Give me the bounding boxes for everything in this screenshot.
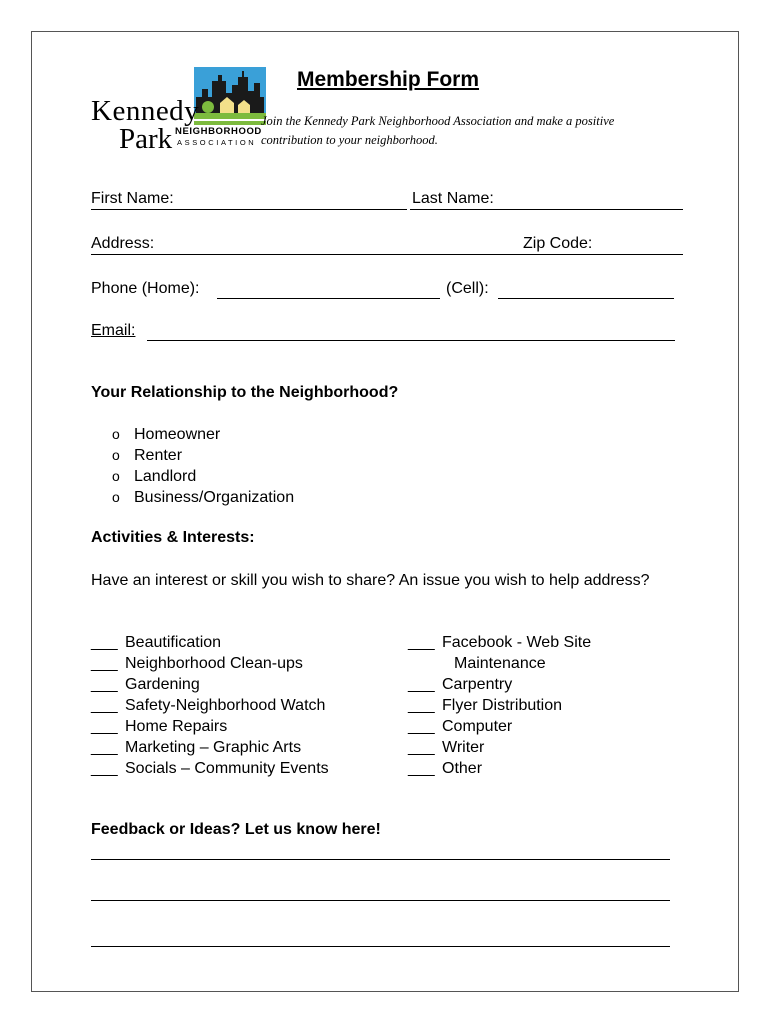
activity-item-continued: Maintenance bbox=[454, 655, 546, 672]
activity-item[interactable]: ___ Home Repairs bbox=[91, 718, 228, 735]
radio-circle-icon: o bbox=[112, 468, 120, 484]
activity-item[interactable]: ___ Writer bbox=[408, 739, 485, 756]
activity-item[interactable]: ___ Safety-Neighborhood Watch bbox=[91, 697, 326, 714]
membership-form-page bbox=[31, 31, 739, 992]
activity-item[interactable]: ___ Socials – Community Events bbox=[91, 760, 329, 777]
radio-circle-icon: o bbox=[112, 426, 120, 442]
intro-text: Join the Kennedy Park Neighborhood Association and make a positive contribution to your neighborhood. bbox=[261, 114, 615, 147]
activities-left-list bbox=[91, 632, 329, 779]
feedback-line-1[interactable] bbox=[91, 859, 670, 860]
form-title: Membership Form bbox=[297, 68, 480, 91]
zip-code-field[interactable] bbox=[520, 254, 683, 255]
phone-home-field[interactable] bbox=[217, 298, 440, 299]
logo-text-neighborhood: NEIGHBORHOOD bbox=[175, 126, 262, 137]
activities-heading: Activities & Interests: bbox=[91, 529, 255, 546]
activity-item[interactable]: ___ Facebook - Web Site bbox=[408, 634, 592, 651]
activity-item[interactable]: ___ Beautification bbox=[91, 634, 222, 651]
activity-item[interactable]: ___ Flyer Distribution bbox=[408, 697, 563, 714]
email-field[interactable] bbox=[147, 340, 675, 341]
first-name-label: First Name: bbox=[91, 190, 174, 207]
phone-cell-label: (Cell): bbox=[446, 280, 489, 297]
radio-circle-icon: o bbox=[112, 447, 120, 463]
relationship-heading: Your Relationship to the Neighborhood? bbox=[91, 384, 399, 401]
logo-text-park: Park bbox=[119, 123, 173, 155]
radio-circle-icon: o bbox=[112, 489, 120, 505]
activity-item[interactable]: ___ Other bbox=[408, 760, 483, 777]
activities-prompt: Have an interest or skill you wish to share? An issue you wish to help address? bbox=[91, 572, 650, 589]
option-renter[interactable]: o Renter bbox=[112, 447, 183, 464]
address-field[interactable] bbox=[91, 254, 526, 255]
first-name-field[interactable] bbox=[91, 209, 407, 210]
activity-item[interactable]: ___ Gardening bbox=[91, 676, 200, 693]
activity-item[interactable]: ___ Computer bbox=[408, 718, 513, 735]
option-business[interactable]: o Business/Organization bbox=[112, 489, 295, 506]
last-name-field[interactable] bbox=[410, 209, 683, 210]
skyline-logo-graphic bbox=[194, 67, 266, 125]
activity-item[interactable]: ___ Marketing – Graphic Arts bbox=[91, 739, 302, 756]
zip-code-label: Zip Code: bbox=[523, 235, 593, 252]
relationship-options bbox=[112, 424, 294, 508]
option-landlord[interactable]: o Landlord bbox=[112, 468, 197, 485]
activity-item[interactable]: ___ Neighborhood Clean-ups bbox=[91, 655, 303, 672]
address-label: Address: bbox=[91, 235, 155, 252]
phone-home-label: Phone (Home): bbox=[91, 280, 200, 297]
phone-cell-field[interactable] bbox=[498, 298, 674, 299]
activity-item[interactable]: ___ Carpentry bbox=[408, 676, 513, 693]
feedback-line-3[interactable] bbox=[91, 946, 670, 947]
activities-right-list bbox=[408, 632, 591, 779]
feedback-line-2[interactable] bbox=[91, 900, 670, 901]
option-homeowner[interactable]: o Homeowner bbox=[112, 426, 221, 443]
email-label: Email: bbox=[91, 322, 136, 339]
logo-text-association: ASSOCIATION bbox=[177, 138, 257, 147]
last-name-label: Last Name: bbox=[412, 190, 494, 207]
logo-text-kennedy: Kennedy bbox=[91, 95, 200, 127]
feedback-heading: Feedback or Ideas? Let us know here! bbox=[91, 821, 381, 838]
